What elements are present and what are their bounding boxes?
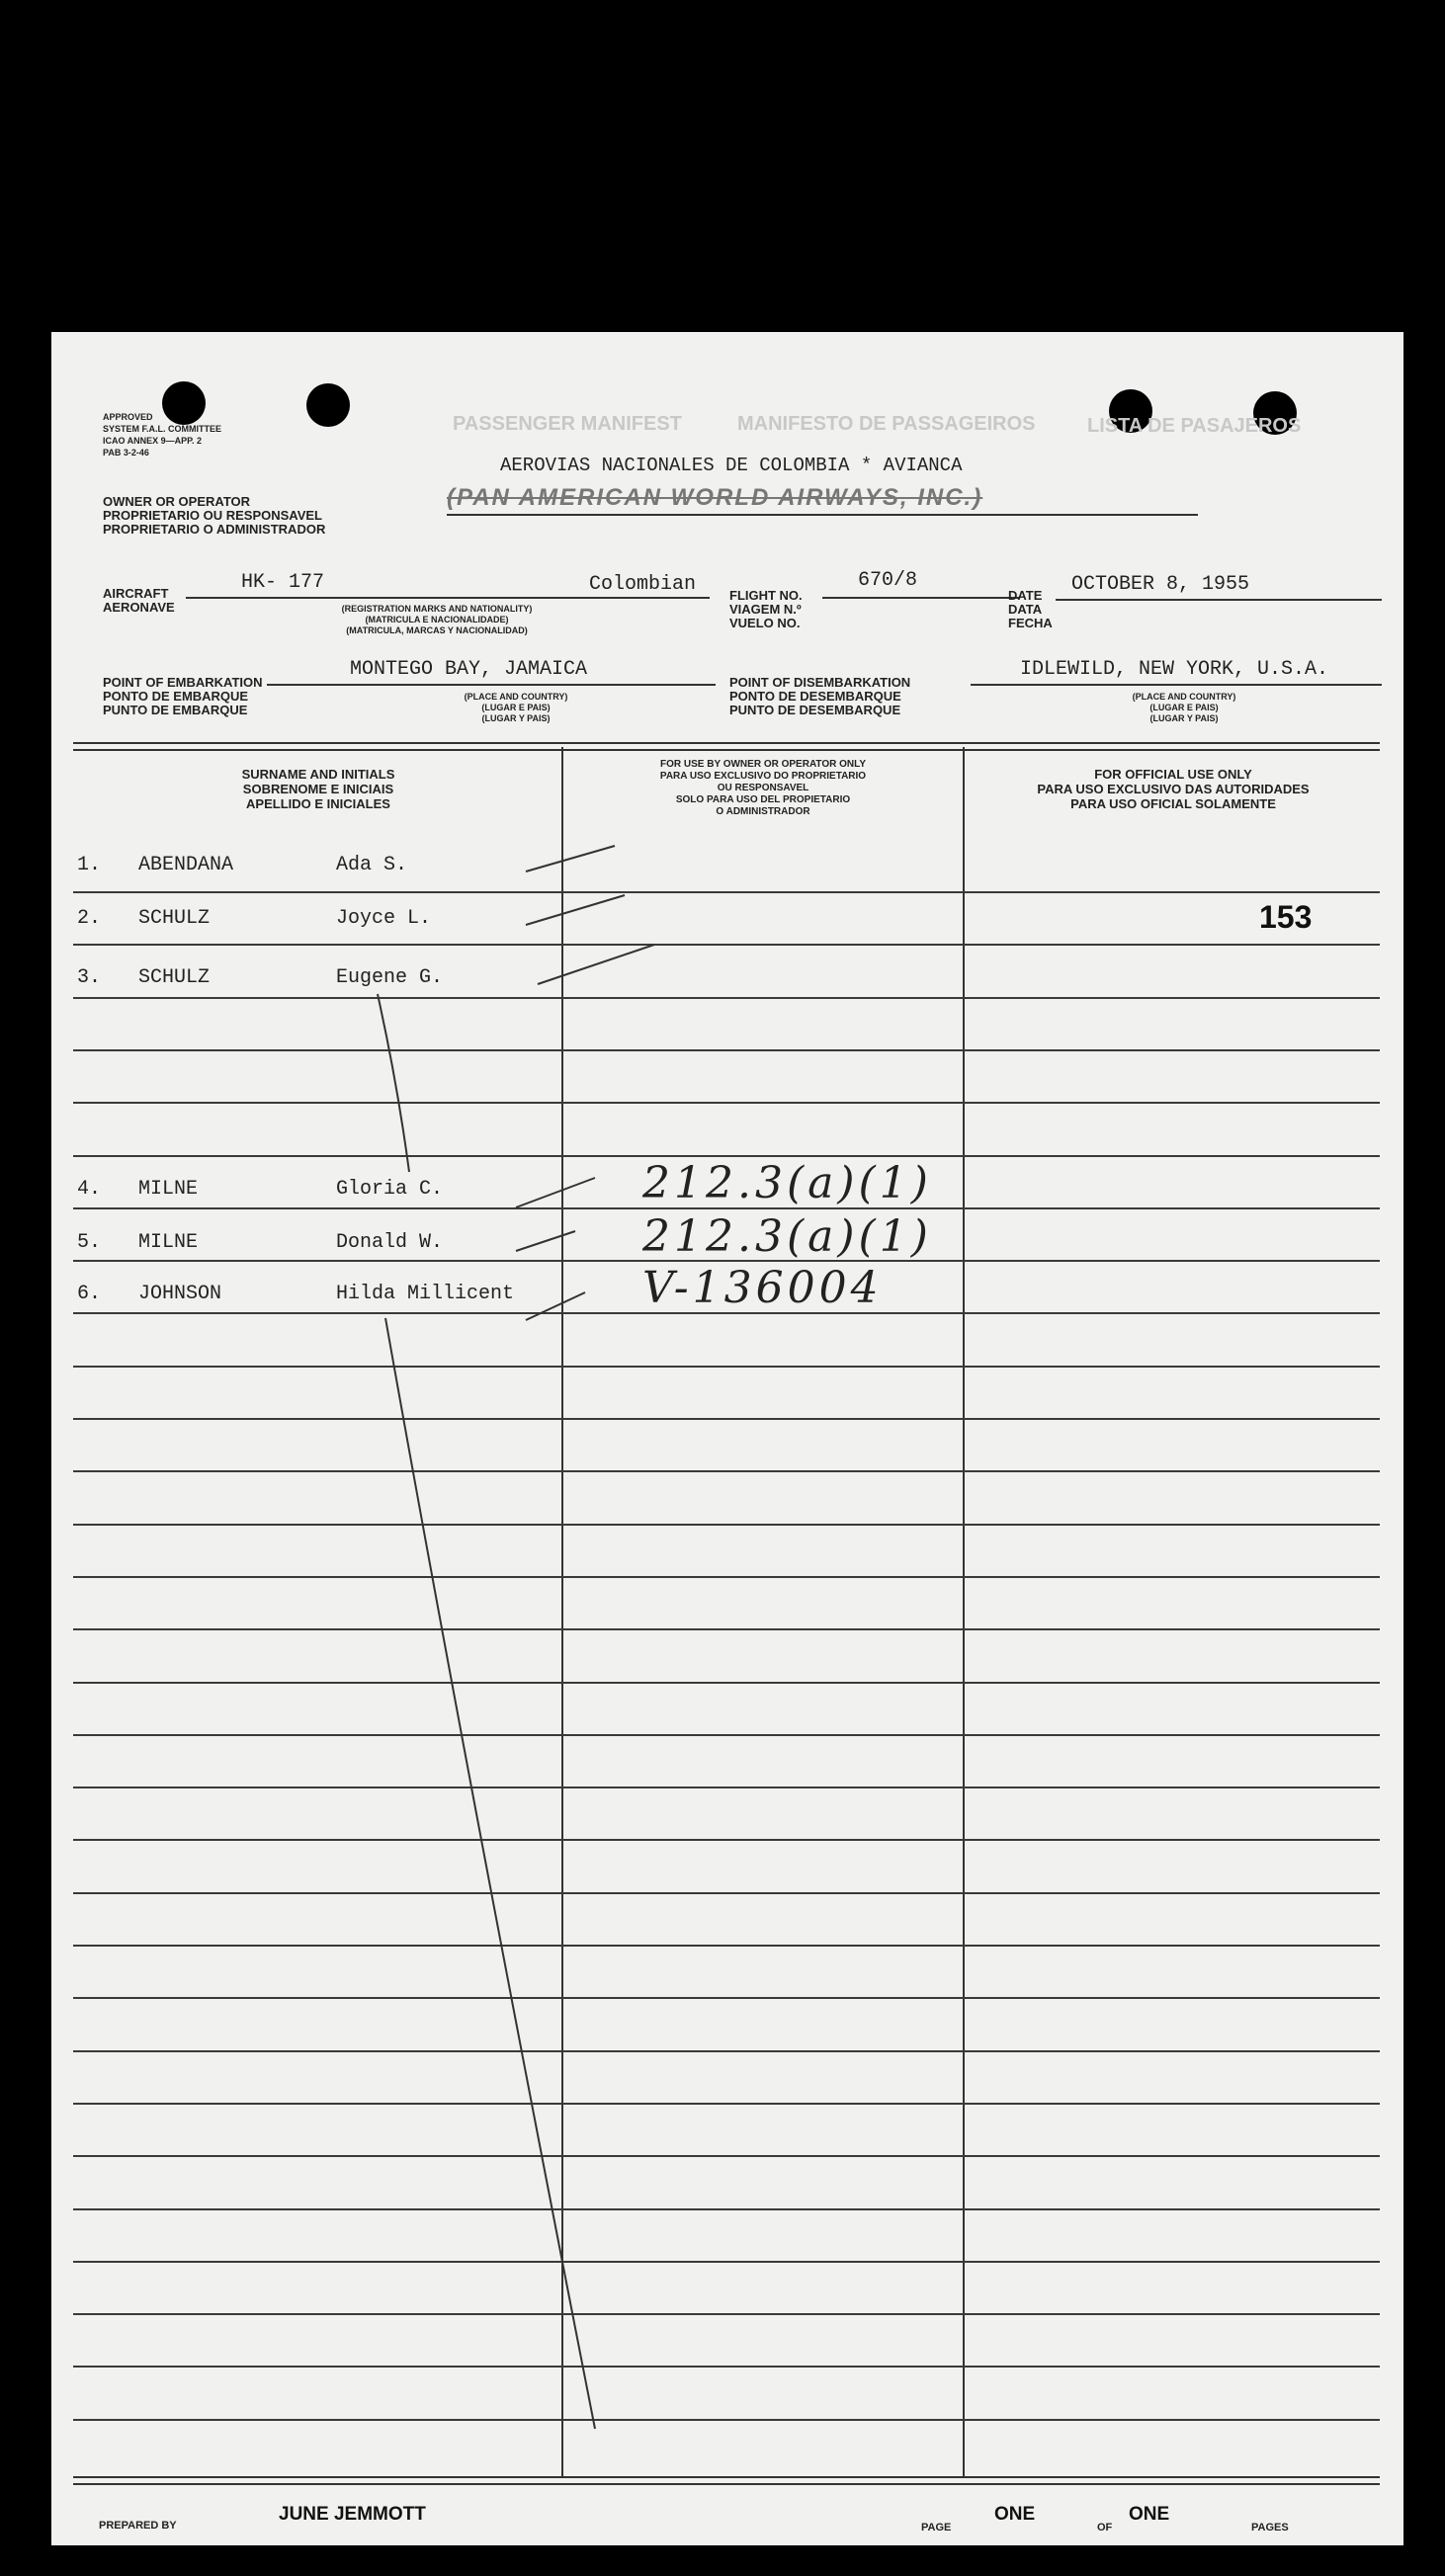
check-stroke [526, 846, 615, 872]
disembarkation-label: POINT OF DISEMBARKATION PONTO DE DESEMBARQUE PUNTO DE DESEMBARQUE [729, 675, 911, 717]
passenger-given-name: Ada S. [336, 854, 408, 876]
handwritten-note: 212.3(a)(1) [642, 1158, 932, 1208]
passenger-number: 3. [77, 966, 102, 989]
title-pt: MANIFESTO DE PASSAGEIROS [737, 413, 1036, 435]
owner-label: OWNER OR OPERATOR PROPRIETARIO OU RESPONSAVEL PROPRIETARIO O ADMINISTRADOR [103, 494, 326, 537]
flight-label: FLIGHT NO. VIAGEM N.º VUELO NO. [729, 588, 803, 630]
column-header-official: FOR OFFICIAL USE ONLY PARA USO EXCLUSIVO DAS AUTORIDADES PARA USO OFICIAL SOLAMENTE [1037, 767, 1310, 811]
check-stroke [516, 1178, 595, 1207]
column-header-operator: FOR USE BY OWNER OR OPERATOR ONLY PARA USO EXCLUSIVO DO PROPRIETARIO OU RESPONSAVEL SOLO PARA USO DEL PROPIETARIO O ADMINISTRADOR [659, 759, 867, 817]
passenger-surname: SCHULZ [138, 966, 211, 989]
title-en: PASSENGER MANIFEST [453, 413, 682, 435]
disembarkation-place: IDLEWILD, NEW YORK, U.S.A. [1020, 658, 1329, 681]
page-label: PAGE [921, 2522, 952, 2534]
passenger-given-name: Gloria C. [336, 1178, 444, 1201]
handwritten-note: V-136004 [642, 1263, 883, 1313]
passenger-given-name: Joyce L. [336, 907, 432, 930]
passenger-number: 4. [77, 1178, 102, 1201]
aircraft-label: AIRCRAFT AERONAVE [103, 586, 175, 615]
passenger-surname: MILNE [138, 1231, 199, 1254]
table-bottom-border [73, 2476, 1380, 2485]
passenger-number: 5. [77, 1231, 102, 1254]
title-es: LISTA DE PASAJEROS [1087, 415, 1302, 437]
bracket-stroke [378, 994, 409, 1172]
aircraft-nationality: Colombian [589, 573, 697, 596]
passenger-number: 2. [77, 907, 102, 930]
passenger-number: 6. [77, 1283, 102, 1305]
stamp-number: 153 [1259, 899, 1313, 935]
operator-name: AEROVIAS NACIONALES DE COLOMBIA * AVIANCA [500, 455, 963, 476]
check-stroke [516, 1231, 575, 1251]
passenger-surname: JOHNSON [138, 1283, 222, 1305]
date-label: DATE DATA FECHA [1008, 588, 1053, 630]
column-header-surname: SURNAME AND INITIALS SOBRENOME E INICIAIS APELLIDO E INICIALES [241, 767, 395, 811]
aircraft-registration: HK- 177 [241, 571, 325, 594]
flight-date: OCTOBER 8, 1955 [1071, 573, 1250, 596]
passenger-surname: SCHULZ [138, 907, 211, 930]
flight-number: 670/8 [858, 569, 918, 592]
check-stroke [526, 1292, 585, 1320]
operator-struck: (PAN AMERICAN WORLD AIRWAYS, INC.) [447, 484, 983, 511]
embarkation-sublabel: (PLACE AND COUNTRY) (LUGAR E PAIS) (LUGAR Y PAIS) [464, 692, 568, 723]
embarkation-label: POINT OF EMBARKATION PONTO DE EMBARQUE PUNTO DE EMBARQUE [103, 675, 263, 717]
disembarkation-sublabel: (PLACE AND COUNTRY) (LUGAR E PAIS) (LUGAR Y PAIS) [1132, 692, 1236, 723]
handwritten-note: 212.3(a)(1) [642, 1211, 932, 1262]
prepared-by-label: PREPARED BY [99, 2520, 177, 2532]
page-number: ONE [994, 2504, 1036, 2525]
check-stroke [538, 945, 654, 984]
approval-block: APPROVED SYSTEM F.A.L. COMMITTEE ICAO ANNEX 9—APP. 2 PAB 3-2-46 [103, 412, 222, 457]
check-stroke [526, 895, 625, 925]
passenger-number: 1. [77, 854, 102, 876]
passenger-surname: ABENDANA [138, 854, 234, 876]
passenger-given-name: Eugene G. [336, 966, 444, 989]
pen-marks [51, 332, 1403, 2545]
passenger-given-name: Hilda Millicent [336, 1283, 515, 1305]
passenger-surname: MILNE [138, 1178, 199, 1201]
manifest-sheet [51, 332, 1403, 2545]
total-pages: ONE [1129, 2504, 1170, 2525]
embarkation-place: MONTEGO BAY, JAMAICA [350, 658, 588, 681]
aircraft-sublabel: (REGISTRATION MARKS AND NATIONALITY) (MATRICULA E NACIONALIDADE) (MATRICULA, MARCAS Y NACIONALIDAD) [341, 604, 533, 635]
pages-label: PAGES [1251, 2522, 1289, 2534]
bracket-stroke [385, 1318, 595, 2429]
of-label: OF [1097, 2522, 1113, 2534]
prepared-by-name: JUNE JEMMOTT [279, 2504, 426, 2525]
passenger-given-name: Donald W. [336, 1231, 444, 1254]
